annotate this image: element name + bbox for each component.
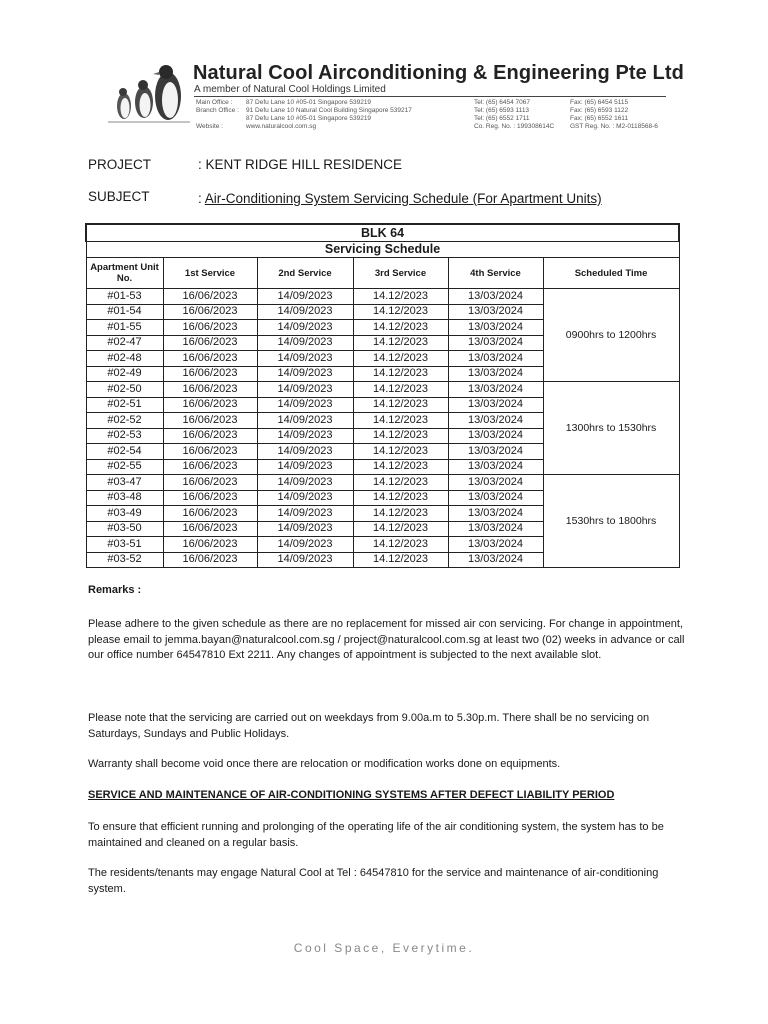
- remarks-paragraph-warranty: Warranty shall become void once there are relocation or modification works done on equipments.: [88, 758, 561, 770]
- subject-value: [198, 191, 602, 206]
- remarks-paragraph-hours: Please note that the servicing are carried out on weekdays from 9.00a.m to 5.30p.m. There shall be no servicing on Saturdays, Sundays and Public Holidays.: [88, 712, 650, 740]
- unit-number-cell: #02-49: [86, 366, 163, 382]
- fourth-service-cell: 13/03/2024: [448, 521, 543, 537]
- table-row: [86, 475, 679, 491]
- third-service-cell: 14.12/2023: [353, 444, 448, 460]
- telephone-column: [474, 99, 554, 131]
- second-service-cell: 14/09/2023: [257, 537, 353, 553]
- column-header: 4th Service: [448, 258, 543, 289]
- second-service-cell: 14/09/2023: [257, 351, 353, 367]
- first-service-cell: 16/06/2023: [163, 304, 257, 320]
- third-service-cell: 14.12/2023: [353, 335, 448, 351]
- unit-number-cell: #03-48: [86, 490, 163, 506]
- address-value: 87 Defu Lane 10 #05-01 Singapore 539219: [246, 115, 372, 122]
- unit-number-cell: #02-51: [86, 397, 163, 413]
- unit-number-cell: #02-55: [86, 459, 163, 475]
- fourth-service-cell: 13/03/2024: [448, 382, 543, 398]
- unit-number-cell: #02-52: [86, 413, 163, 429]
- unit-number-cell: #02-48: [86, 351, 163, 367]
- fax-column: [570, 99, 658, 131]
- table-header-row: [86, 258, 679, 289]
- third-service-cell: 14.12/2023: [353, 537, 448, 553]
- project-label: PROJECT: [88, 157, 152, 172]
- first-service-cell: 16/06/2023: [163, 335, 257, 351]
- third-service-cell: 14.12/2023: [353, 289, 448, 305]
- fourth-service-cell: 13/03/2024: [448, 552, 543, 568]
- unit-number-cell: #03-50: [86, 521, 163, 537]
- third-service-cell: 14.12/2023: [353, 304, 448, 320]
- telephone-value: Tel: (65) 6552 1711: [474, 115, 530, 122]
- address-values: [246, 99, 412, 131]
- company-name: Natural Cool Airconditioning & Engineering Pte Ltd: [193, 62, 684, 84]
- block-name: BLK 64: [86, 224, 679, 242]
- third-service-cell: 14.12/2023: [353, 490, 448, 506]
- website-link[interactable]: www.naturalcool.com.sg: [246, 123, 317, 130]
- third-service-cell: 14.12/2023: [353, 320, 448, 336]
- subject-label: SUBJECT: [88, 189, 150, 204]
- third-service-cell: 14.12/2023: [353, 366, 448, 382]
- unit-number-cell: #03-47: [86, 475, 163, 491]
- penguin-logo: [108, 60, 190, 124]
- servicing-schedule-table: [85, 223, 680, 568]
- first-service-cell: 16/06/2023: [163, 490, 257, 506]
- first-service-cell: 16/06/2023: [163, 382, 257, 398]
- third-service-cell: 14.12/2023: [353, 459, 448, 475]
- table-title: Servicing Schedule: [86, 242, 679, 258]
- fourth-service-cell: 13/03/2024: [448, 444, 543, 460]
- fourth-service-cell: 13/03/2024: [448, 475, 543, 491]
- second-service-cell: 14/09/2023: [257, 444, 353, 460]
- unit-number-cell: #01-54: [86, 304, 163, 320]
- third-service-cell: 14.12/2023: [353, 475, 448, 491]
- fourth-service-cell: 13/03/2024: [448, 289, 543, 305]
- address-label: Website :: [196, 123, 223, 130]
- scheduled-time-cell: 0900hrs to 1200hrs: [543, 289, 679, 382]
- scheduled-time-cell: 1530hrs to 1800hrs: [543, 475, 679, 568]
- first-service-cell: 16/06/2023: [163, 521, 257, 537]
- first-service-cell: 16/06/2023: [163, 413, 257, 429]
- second-service-cell: 14/09/2023: [257, 335, 353, 351]
- fourth-service-cell: 13/03/2024: [448, 537, 543, 553]
- second-service-cell: 14/09/2023: [257, 382, 353, 398]
- letterhead-divider: [194, 96, 666, 97]
- fourth-service-cell: 13/03/2024: [448, 351, 543, 367]
- fourth-service-cell: 13/03/2024: [448, 304, 543, 320]
- first-service-cell: 16/06/2023: [163, 289, 257, 305]
- column-header: Scheduled Time: [543, 258, 679, 289]
- footer-slogan: Cool Space, Everytime.: [293, 941, 475, 955]
- fax-value: Fax: (65) 6593 1122: [570, 107, 629, 114]
- fourth-service-cell: 13/03/2024: [448, 413, 543, 429]
- fourth-service-cell: 13/03/2024: [448, 428, 543, 444]
- table-block-row: [86, 224, 679, 242]
- first-service-cell: 16/06/2023: [163, 506, 257, 522]
- second-service-cell: 14/09/2023: [257, 506, 353, 522]
- telephone-value: Tel: (65) 6454 7067: [474, 99, 531, 106]
- first-service-cell: 16/06/2023: [163, 537, 257, 553]
- second-service-cell: 14/09/2023: [257, 304, 353, 320]
- remarks-label: Remarks :: [88, 584, 142, 596]
- maintenance-paragraph: To ensure that efficient running and prolonging of the operating life of the air conditioning system, the system has to be maintained and cleaned on a regular basis.: [88, 821, 664, 849]
- first-service-cell: 16/06/2023: [163, 552, 257, 568]
- fourth-service-cell: 13/03/2024: [448, 506, 543, 522]
- second-service-cell: 14/09/2023: [257, 428, 353, 444]
- section-heading: SERVICE AND MAINTENANCE OF AIR-CONDITIONING SYSTEMS AFTER DEFECT LIABILITY PERIOD: [88, 789, 615, 801]
- engagement-paragraph: The residents/tenants may engage Natural Cool at Tel : 64547810 for the service and maintenance of air-conditioning system.: [88, 867, 659, 895]
- second-service-cell: 14/09/2023: [257, 320, 353, 336]
- company-reg-number: Co. Reg. No. : 199308614C: [474, 123, 555, 130]
- table-title-row: [86, 242, 679, 258]
- third-service-cell: 14.12/2023: [353, 351, 448, 367]
- unit-number-cell: #01-55: [86, 320, 163, 336]
- address-label: Main Office :: [196, 99, 233, 106]
- address-label: [196, 115, 239, 123]
- address-value: 87 Defu Lane 10 #05-01 Singapore 539219: [246, 99, 372, 106]
- table-row: [86, 382, 679, 398]
- second-service-cell: 14/09/2023: [257, 552, 353, 568]
- first-service-cell: 16/06/2023: [163, 444, 257, 460]
- unit-number-cell: #03-51: [86, 537, 163, 553]
- fourth-service-cell: 13/03/2024: [448, 366, 543, 382]
- column-header: 3rd Service: [353, 258, 448, 289]
- first-service-cell: 16/06/2023: [163, 366, 257, 382]
- fax-value: Fax: (65) 6552 1611: [570, 115, 629, 122]
- table-row: [86, 289, 679, 305]
- unit-number-cell: #02-53: [86, 428, 163, 444]
- column-header: 2nd Service: [257, 258, 353, 289]
- third-service-cell: 14.12/2023: [353, 428, 448, 444]
- fourth-service-cell: 13/03/2024: [448, 335, 543, 351]
- company-subsidiary-line: A member of Natural Cool Holdings Limited: [194, 84, 386, 95]
- telephone-value: Tel: (65) 6593 1113: [474, 107, 530, 114]
- fourth-service-cell: 13/03/2024: [448, 397, 543, 413]
- second-service-cell: 14/09/2023: [257, 413, 353, 429]
- unit-number-cell: #03-52: [86, 552, 163, 568]
- fax-value: Fax: (65) 6454 5115: [570, 99, 629, 106]
- fourth-service-cell: 13/03/2024: [448, 490, 543, 506]
- unit-number-cell: #02-50: [86, 382, 163, 398]
- third-service-cell: 14.12/2023: [353, 413, 448, 429]
- project-value: : KENT RIDGE HILL RESIDENCE: [198, 157, 403, 172]
- second-service-cell: 14/09/2023: [257, 475, 353, 491]
- fourth-service-cell: 13/03/2024: [448, 459, 543, 475]
- first-service-cell: 16/06/2023: [163, 320, 257, 336]
- subject-prefix: :: [198, 191, 205, 206]
- gst-reg-number: GST Reg. No. : M2-0118568-6: [570, 123, 658, 130]
- unit-number-cell: #03-49: [86, 506, 163, 522]
- address-value: 91 Defu Lane 10 Natural Cool Building Singapore 539217: [246, 107, 412, 114]
- third-service-cell: 14.12/2023: [353, 506, 448, 522]
- second-service-cell: 14/09/2023: [257, 490, 353, 506]
- subject-text: Air-Conditioning System Servicing Schedule (For Apartment Units): [204, 191, 602, 206]
- address-labels: [196, 99, 239, 131]
- second-service-cell: 14/09/2023: [257, 521, 353, 537]
- third-service-cell: 14.12/2023: [353, 382, 448, 398]
- second-service-cell: 14/09/2023: [257, 459, 353, 475]
- unit-number-cell: #02-47: [86, 335, 163, 351]
- column-header: Apartment Unit No.: [86, 258, 163, 289]
- first-service-cell: 16/06/2023: [163, 397, 257, 413]
- address-label: Branch Office :: [196, 107, 239, 114]
- first-service-cell: 16/06/2023: [163, 351, 257, 367]
- first-service-cell: 16/06/2023: [163, 428, 257, 444]
- first-service-cell: 16/06/2023: [163, 475, 257, 491]
- scheduled-time-cell: 1300hrs to 1530hrs: [543, 382, 679, 475]
- third-service-cell: 14.12/2023: [353, 552, 448, 568]
- first-service-cell: 16/06/2023: [163, 459, 257, 475]
- column-header: 1st Service: [163, 258, 257, 289]
- second-service-cell: 14/09/2023: [257, 366, 353, 382]
- fourth-service-cell: 13/03/2024: [448, 320, 543, 336]
- third-service-cell: 14.12/2023: [353, 397, 448, 413]
- third-service-cell: 14.12/2023: [353, 521, 448, 537]
- remarks-paragraph-appointment: Please adhere to the given schedule as there are no replacement for missed air con servicing. For change in appointment, please email to jemma.bayan@naturalcool.com.sg / project@naturalcool.com.sg at least two (02) weeks in advance or call our office number 64547810 Ext 2211. Any changes of appointment is subjected to the next available slot.: [88, 618, 685, 661]
- second-service-cell: 14/09/2023: [257, 289, 353, 305]
- unit-number-cell: #02-54: [86, 444, 163, 460]
- second-service-cell: 14/09/2023: [257, 397, 353, 413]
- unit-number-cell: #01-53: [86, 289, 163, 305]
